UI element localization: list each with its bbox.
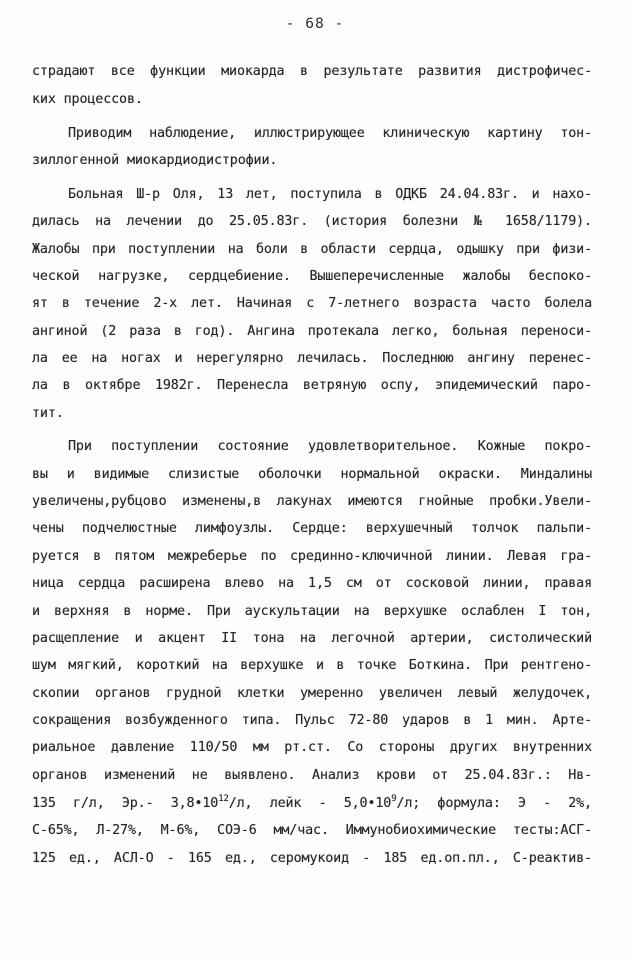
text-line: сокращения возбужденного типа. Пульс 72-80 ударов в 1 мин. Арте- (32, 713, 592, 728)
text-line: Жалобы при поступлении на боли в области сердца, одышку при физи- (32, 242, 592, 257)
text-line: ла в октябре 1982г. Перенесла ветряную оспу, эпидемический паро- (32, 378, 592, 393)
text-fragment: /л; формула: Э - 2%, (396, 796, 592, 811)
superscript: 12 (218, 794, 229, 804)
text-line: риальное давление 110/50 мм рт.ст. Со стороны других внутренних (32, 740, 592, 755)
page-number: - 68 - (285, 16, 345, 32)
text-line: шум мягкий, короткий на верхушке и в точке Боткина. При рентгено- (32, 658, 592, 673)
text-fragment: /л, лейк - 5,0•10 (228, 796, 392, 811)
text-line: С-65%, Л-27%, М-6%, СОЭ-6 мм/час. Иммунобиохимические тесты:АСГ- (32, 823, 592, 838)
text-line: дилась на лечении до 25.05.83г. (история болезни № 1658/1179). (32, 214, 592, 229)
text-line: 125 ед., АСЛ-О - 165 ед., серомукоид - 185 ед.оп.пл., С-реактив- (32, 851, 592, 866)
text-line: ческой нагрузке, сердцебиение. Вышеперечисленные жалобы беспоко- (32, 269, 592, 284)
text-line: скопии органов грудной клетки умеренно увеличен левый желудочек, (32, 686, 592, 701)
text-line: Больная Ш-р Оля, 13 лет, поступила в ОДКБ 24.04.83г. и нахо- (68, 187, 592, 202)
text-line: чены подчелюстные лимфоузлы. Сердце: верхушечный толчок пальпи- (32, 521, 592, 536)
text-line: тит. (32, 406, 64, 421)
text-line-with-superscripts (32, 796, 592, 812)
text-line: ла ее на ногах и нерегулярно лечилась. Последнюю ангину перенес- (32, 351, 592, 366)
text-line: увеличены,рубцово изменены,в лакунах имеются гнойные пробки.Увели- (32, 494, 592, 509)
text-line: и верхняя в норме. При аускультации на верхушке ослаблен I тон, (32, 604, 592, 619)
text-fragment: 135 г/л, Эр.- 3,8•10 (32, 796, 219, 811)
text-line: расщепление и акцент II тона на легочной артерии, систолический (32, 631, 592, 646)
text-line: вы и видимые слизистые оболочки нормальной окраски. Миндалины (32, 467, 592, 482)
text-line: органов изменений не выявлено. Анализ крови от 25.04.83г.: Нв- (32, 768, 592, 783)
text-line: Приводим наблюдение, иллюстрирующее клиническую картину тон- (68, 126, 592, 141)
text-line: руется в пятом межреберье по срединно-ключичной линии. Левая гра- (32, 549, 592, 564)
superscript: 9 (391, 794, 397, 804)
text-line: зиллогенной миокардиодистрофии. (32, 153, 278, 168)
text-line: ят в течение 2-х лет. Начиная с 7-летнего возраста часто болела (32, 296, 592, 311)
text-line: При поступлении состояние удовлетворительное. Кожные покро- (68, 439, 592, 454)
text-line: ких процессов. (32, 92, 143, 107)
text-line: страдают все функции миокарда в результате развития дистрофичес- (32, 64, 592, 79)
text-line: ница сердца расширена влево на 1,5 см от сосковой линии, правая (32, 576, 592, 591)
text-line: ангиной (2 раза в год). Ангина протекала легко, больная переноси- (32, 324, 592, 339)
